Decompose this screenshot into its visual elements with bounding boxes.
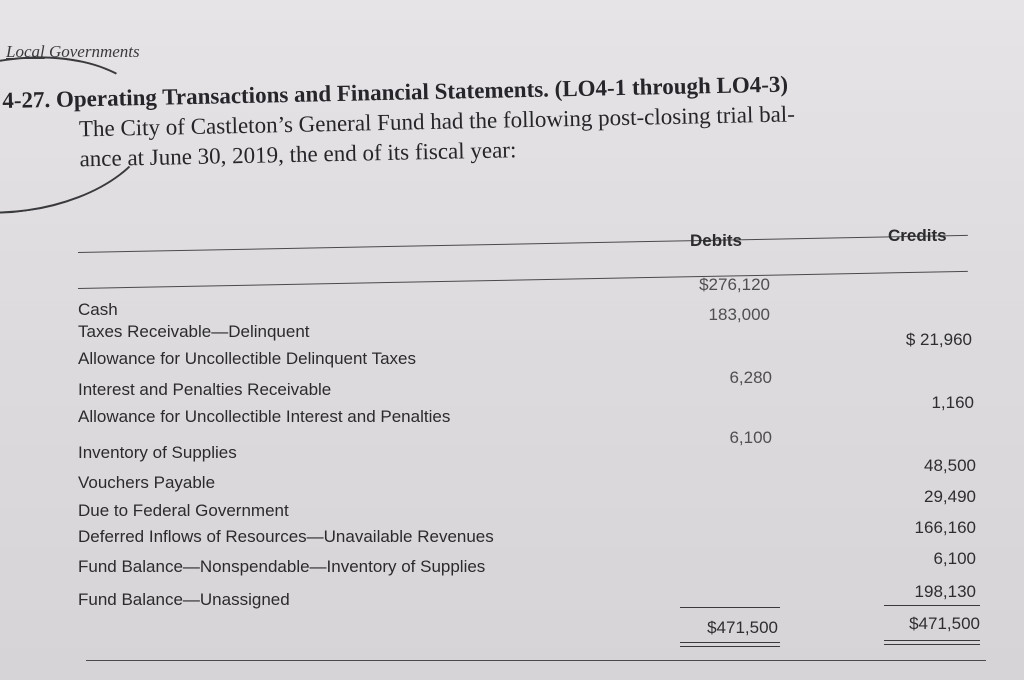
credits-header: Credits [888, 226, 947, 245]
table-header-rule [78, 271, 968, 289]
debit-value: 183,000 [708, 305, 770, 324]
problem-number: 4-27. [2, 86, 51, 113]
account-label: Due to Federal Government [78, 501, 289, 520]
account-label: Vouchers Payable [78, 473, 216, 492]
credit-value: 198,130 [914, 582, 976, 601]
debit-value: $276,120 [699, 275, 770, 294]
credit-value: 166,160 [914, 518, 976, 537]
debit-value: 6,280 [729, 368, 772, 387]
debit-total-double-rule [680, 642, 780, 647]
account-label: Inventory of Supplies [78, 443, 237, 462]
problem-statement [2, 65, 1004, 176]
credit-value: 6,100 [933, 549, 976, 568]
account-label: Allowance for Uncollectible Interest and Penalties [78, 407, 451, 426]
credit-subtotal-rule [884, 605, 980, 606]
table-bottom-rule [86, 660, 986, 661]
total-debits: $471,500 [707, 618, 778, 637]
credit-value: 29,490 [924, 487, 976, 506]
problem-line-2: The City of Castleton’s General Fund had the following post-closing trial bal- [78, 101, 796, 142]
problem-title: Operating Transactions and Financial Statements. (LO4-1 through LO4-3) [55, 71, 789, 112]
account-label: Allowance for Uncollectible Delinquent Taxes [78, 349, 416, 368]
account-label: Cash [78, 300, 118, 319]
credit-value: $ 21,960 [905, 330, 972, 349]
debit-subtotal-rule [680, 607, 780, 608]
table-top-rule [78, 235, 968, 253]
account-label: Fund Balance—Nonspendable—Inventory of Supplies [78, 557, 486, 576]
account-label: Deferred Inflows of Resources—Unavailable Revenues [78, 527, 494, 546]
account-label: Taxes Receivable—Delinquent [78, 322, 310, 341]
total-credits: $471,500 [909, 614, 980, 633]
credit-value: 48,500 [924, 456, 976, 475]
problem-line-3: ance at June 30, 2019, the end of its fiscal year: [79, 137, 517, 172]
debit-value: 6,100 [729, 428, 772, 447]
chapter-header-rest: Governments [44, 42, 140, 61]
debits-header: Debits [690, 231, 742, 250]
chapter-header-prefix: Local [6, 42, 45, 61]
account-label: Fund Balance—Unassigned [78, 590, 290, 609]
credit-total-double-rule [884, 640, 980, 645]
account-label: Interest and Penalties Receivable [78, 380, 332, 399]
credit-value: 1,160 [931, 393, 974, 412]
